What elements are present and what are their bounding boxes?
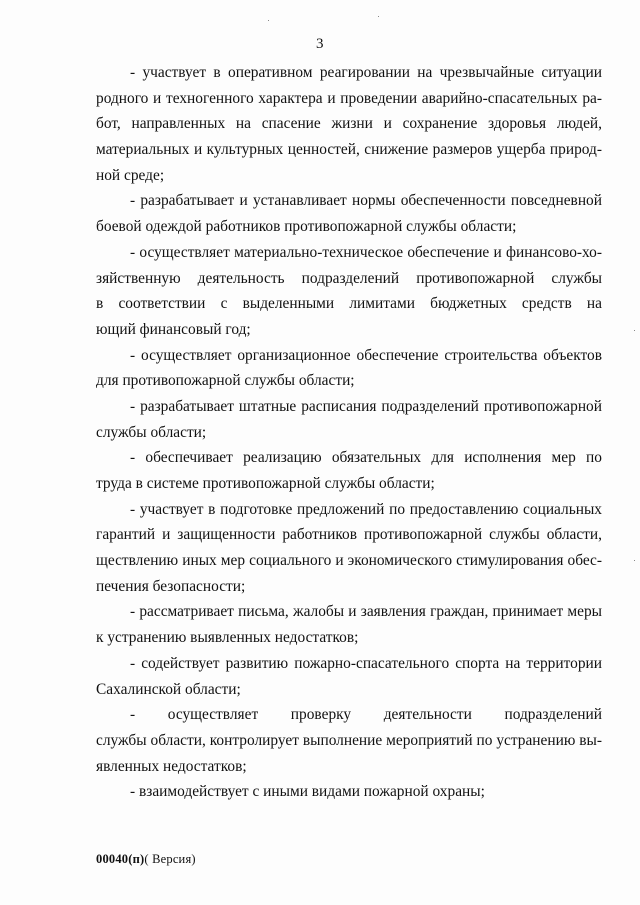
text-line: - разрабатывает штатные расписания подразделений противопожарной	[130, 397, 602, 415]
text-line: ществлению иных мер социального и экономического стимулирования обес-	[96, 552, 602, 570]
text-line: ющий финансовый год;	[96, 320, 251, 338]
scan-speck	[634, 560, 635, 561]
text-line: службы области;	[96, 423, 207, 441]
text-line: службы области, контролирует выполнение мероприятий по устранению вы-	[96, 731, 602, 749]
text-line: - обеспечивает реализацию обязательных для исполнения мер по	[130, 449, 602, 467]
text-line: печения безопасности;	[96, 577, 246, 595]
text-line: к устранению выявленных недостатков;	[96, 629, 359, 647]
text-line: гарантий и защищенности работников противопожарной службы области,	[96, 526, 602, 544]
text-line: - взаимодействует с иными видами пожарной охраны;	[130, 783, 485, 801]
text-line: зяйственную деятельность подразделений противопожарной службы	[96, 269, 602, 287]
version-label: ( Версия)	[144, 852, 196, 866]
text-line: Сахалинской области;	[96, 680, 241, 698]
text-line: труда в системе противопожарной службы области;	[96, 475, 435, 492]
body-text	[96, 60, 602, 805]
text-line: родного и техногенного характера и проведении аварийно-спасательных ра-	[96, 89, 602, 107]
text-line: - осуществляет материально-техническое обеспечение и финансово-хо-	[130, 243, 602, 261]
text-line: - разрабатывает и устанавливает нормы обеспеченности повседневной	[130, 192, 602, 210]
text-line: - осуществляет проверку деятельности подразделений	[130, 706, 602, 724]
text-line: - участвует в подготовке предложений по предоставлению социальных	[130, 500, 602, 518]
text-line: - содействует развитию пожарно-спасательного спорта на территории	[130, 654, 602, 672]
text-line: ной среде;	[96, 166, 165, 184]
document-code: 00040(п)	[96, 852, 145, 866]
text-line: в соответствии с выделенными лимитами бюджетных средств на	[96, 295, 602, 313]
text-line: - участвует в оперативном реагировании на чрезвычайные ситуации	[130, 64, 602, 81]
text-line: - осуществляет организационное обеспечение строительства объектов	[130, 346, 602, 364]
page-number: 3	[316, 36, 324, 52]
text-line: материальных и культурных ценностей, снижение размеров ущерба природ-	[96, 141, 602, 159]
text-line: явленных недостатков;	[96, 757, 247, 775]
scan-speck	[268, 20, 269, 21]
scan-speck	[378, 16, 379, 17]
text-line: боевой одеждой работников противопожарной службы области;	[96, 218, 517, 236]
text-line: бот, направленных на спасение жизни и сохранение здоровья людей,	[96, 115, 602, 133]
scan-speck	[634, 330, 635, 331]
document-footer	[96, 852, 196, 867]
text-line: - рассматривает письма, жалобы и заявления граждан, принимает меры	[130, 603, 602, 621]
text-line: для противопожарной службы области;	[96, 372, 355, 390]
